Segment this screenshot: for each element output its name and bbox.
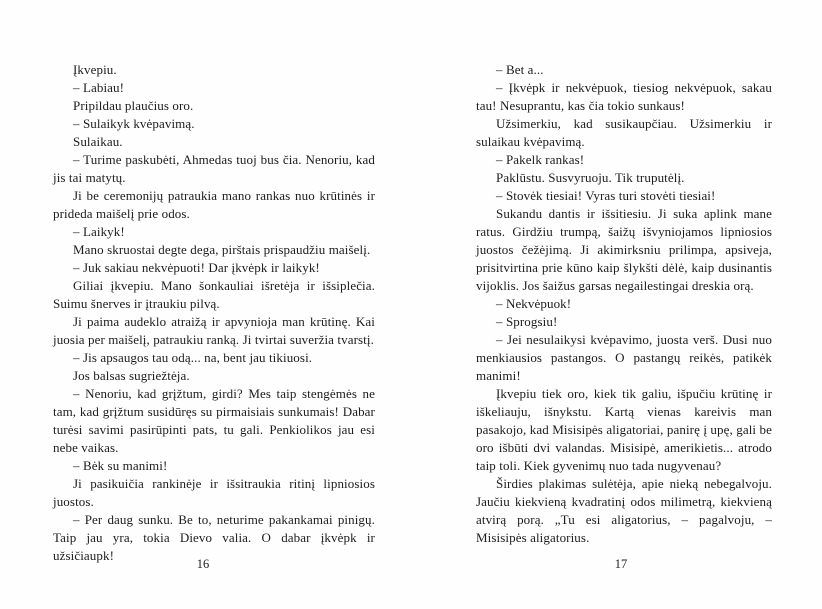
paragraph: Giliai įkvepiu. Mano šonkauliai išretėja ir išsiplečia. Suimu šnerves ir įtraukiu pilvą. <box>53 278 375 311</box>
right-page-text <box>476 61 772 547</box>
paragraph: – Stovėk tiesiai! Vyras turi stovėti tiesiai! <box>496 188 716 203</box>
paragraph: Mano skruostai degte dega, pirštais prispaudžiu maišelį. <box>73 242 371 257</box>
left-page-text <box>53 61 375 565</box>
paragraph: Paklūstu. Susvyruoju. Tik truputėlį. <box>496 170 685 185</box>
paragraph: Įkvepiu. <box>73 62 117 77</box>
paragraph: Užsimerkiu, kad susikaupčiau. Užsimerkiu ir sulaikau kvėpavimą. <box>476 116 772 149</box>
paragraph: – Jis apsaugos tau odą... na, bent jau tikiuosi. <box>73 350 313 365</box>
paragraph: Sukandu dantis ir išsitiesiu. Ji suka aplink mane ratus. Girdžiu trumpą, šaižų išvyniojamos lipniosios juostos čežėjimą. Ji akimirksniu prilimpa, apsiveja, prisitvirtina prie kūno kaip šlykšti dėlė, kaip dusinantis vijoklis. Jos šaižus garsas negailestingai dreskia orą. <box>476 206 772 293</box>
paragraph: – Juk sakiau nekvėpuoti! Dar įkvėpk ir laikyk! <box>73 260 320 275</box>
paragraph: – Sprogsiu! <box>496 314 558 329</box>
paragraph: Širdies plakimas sulėtėja, apie nieką nebegalvoju. Jaučiu kiekvieną kvadratinį odos milimetrą, kiekvieną atvirą porą. „Tu esi aligatorius, – pagalvoju, – Misisipės aligatorius. <box>476 476 772 545</box>
paragraph: – Labiau! <box>73 80 125 95</box>
paragraph: – Sulaikyk kvėpavimą. <box>73 116 195 131</box>
paragraph: Įkvepiu tiek oro, kiek tik galiu, išpučiu krūtinę ir iškeliauju, išnykstu. Kartą vienas kareivis man pasakojo, kad Misisipės aligatoriai, panirę į upę, gali be oro išbūti dvi valandas. Misisipė, amerikietis... atrodo taip toli. Kiek gyvenimų nuo tada nugyvenau? <box>476 386 772 473</box>
paragraph: – Per daug sunku. Be to, neturime pakankamai pinigų. Taip jau yra, tokia Dievo valia. O dabar įkvėpk ir užsičiaupk! <box>53 512 375 563</box>
paragraph: – Nekvėpuok! <box>496 296 572 311</box>
paragraph: Jos balsas sugriežtėja. <box>73 368 190 383</box>
right-page-number: 17 <box>614 557 628 571</box>
paragraph: – Laikyk! <box>73 224 125 239</box>
paragraph: Ji paima audeklo atraižą ir apvynioja man krūtinę. Kai juosia per maišelį, patraukiu ranką. Ji tvirtai suveržia tvarstį. <box>53 314 375 347</box>
left-page-number: 16 <box>196 557 210 571</box>
paragraph: Pripildau plaučius oro. <box>73 98 194 113</box>
paragraph: – Bėk su manimi! <box>73 458 168 473</box>
paragraph: – Jei nesulaikysi kvėpavimo, juosta verš. Dusi nuo menkiausios pastangos. O pastangų reikės, patikėk manimi! <box>476 332 772 383</box>
paragraph: Ji be ceremonijų patraukia mano rankas nuo krūtinės ir prideda maišelį prie odos. <box>53 188 375 221</box>
paragraph: – Bet a... <box>496 62 544 77</box>
paragraph: – Pakelk rankas! <box>496 152 585 167</box>
paragraph: – Nenoriu, kad grįžtum, girdi? Mes taip stengėmės ne tam, kad grįžtum susidūręs su pirmaisiais sunkumais! Dabar turėsi savimi pasirūpinti pats, tu gali. Penkiolikos jau esi nebe vaikas. <box>53 386 375 455</box>
paragraph: – Įkvėpk ir nekvėpuok, tiesiog nekvėpuok, sakau tau! Nesuprantu, kas čia tokio sunkaus! <box>476 80 772 113</box>
paragraph: Ji pasikuičia rankinėje ir išsitraukia ritinį lipniosios juostos. <box>53 476 375 509</box>
paragraph: – Turime paskubėti, Ahmedas tuoj bus čia. Nenoriu, kad jis tai matytų. <box>53 152 375 185</box>
paragraph: Sulaikau. <box>73 134 123 149</box>
